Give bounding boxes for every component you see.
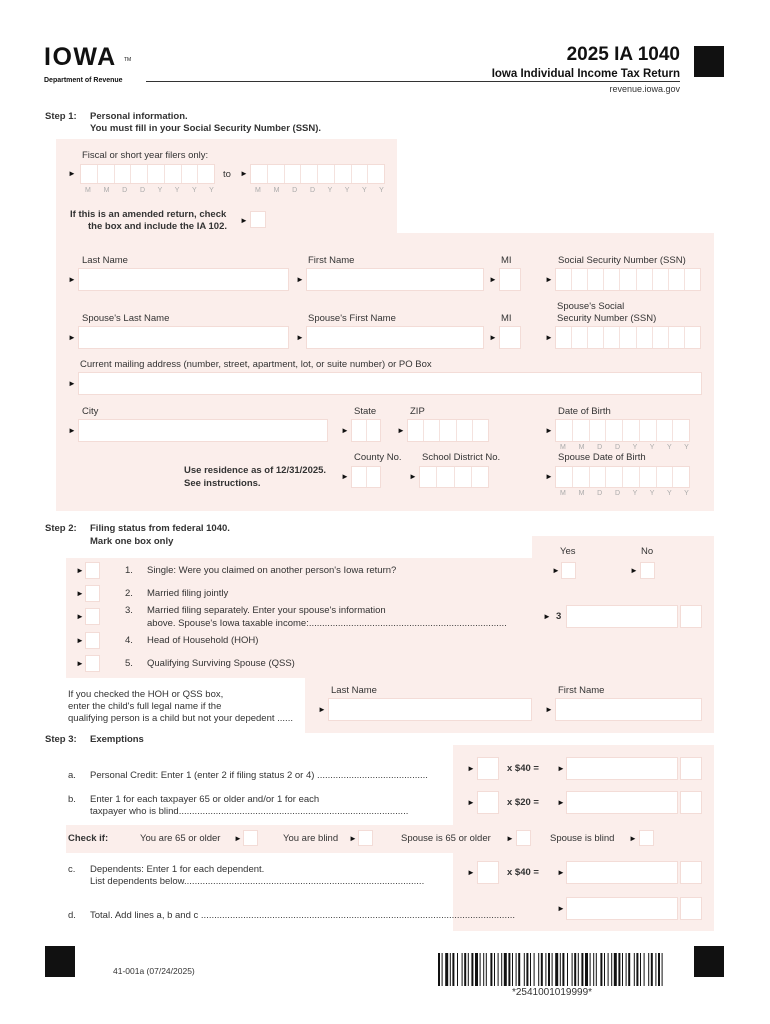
arrow-icon: ►: [545, 705, 553, 714]
arrow-icon: ►: [76, 636, 84, 645]
arrow-icon: ►: [349, 834, 357, 843]
amended-checkbox[interactable]: [250, 211, 266, 228]
school-district-label: School District No.: [422, 452, 501, 463]
personal-credit-amount-field[interactable]: [566, 757, 678, 780]
step2-title: Filing status from federal 1040.: [90, 523, 230, 534]
state-field[interactable]: [351, 419, 381, 442]
spouse-ssn-label: Security Number (SSN): [557, 313, 657, 324]
option-number: 2.: [125, 588, 133, 599]
line-c-text: Dependents: Enter 1 for each dependent.: [90, 864, 265, 875]
arrow-icon: ►: [630, 566, 638, 575]
step1-subtitle: You must fill in your Social Security Number (SSN).: [90, 123, 322, 134]
dob-label: Date of Birth: [558, 406, 611, 417]
fiscal-start-date-field[interactable]: [80, 164, 215, 184]
department-name: Department of Revenue: [44, 77, 123, 84]
arrow-icon: ►: [506, 834, 514, 843]
arrow-icon: ►: [489, 333, 497, 342]
age-blind-cents-field[interactable]: [680, 791, 702, 814]
dependents-count-field[interactable]: [477, 861, 499, 884]
arrow-icon: ►: [76, 589, 84, 598]
amended-text: If this is an amended return, check: [70, 209, 227, 220]
mi-field[interactable]: [499, 268, 521, 291]
ssn-field[interactable]: [555, 268, 701, 291]
spouse-first-name-field[interactable]: [306, 326, 484, 349]
residence-note: See instructions.: [184, 478, 261, 489]
check-if-label: Check if:: [68, 833, 109, 844]
last-name-field[interactable]: [78, 268, 289, 291]
city-label: City: [82, 406, 99, 417]
option-text: Single: Were you claimed on another person's Iowa return?: [147, 565, 397, 576]
mi-label: MI: [501, 255, 512, 266]
you-65-label: You are 65 or older: [140, 833, 221, 844]
yes-label: Yes: [560, 546, 576, 557]
iowa-logo: [44, 44, 154, 74]
step3-title: Exemptions: [90, 734, 144, 745]
header-rule: [146, 81, 680, 82]
arrow-icon: ►: [545, 275, 553, 284]
first-name-field[interactable]: [306, 268, 484, 291]
address-label: Current mailing address (number, street, apartment, lot, or suite number) or PO Box: [80, 359, 432, 370]
spouse-last-name-label: Spouse's Last Name: [82, 313, 170, 324]
status-hoh-checkbox[interactable]: [85, 632, 100, 649]
line-c-text: List dependents below...........................................................................................: [90, 876, 425, 887]
single-claimed-no-checkbox[interactable]: [640, 562, 655, 579]
option-text: Qualifying Surviving Spouse (QSS): [147, 658, 295, 669]
arrow-icon: ►: [318, 705, 326, 714]
arrow-icon: ►: [467, 868, 475, 877]
corner-marker-bottom-right: [694, 946, 724, 977]
school-district-field[interactable]: [419, 466, 489, 488]
date-placeholder: M M D D Y Y Y Y: [560, 490, 695, 497]
spouse-ssn-label: Spouse's Social: [557, 301, 625, 312]
date-placeholder: M M D D Y Y Y Y: [560, 444, 695, 451]
option-number: 5.: [125, 658, 133, 669]
line-d-letter: d.: [68, 910, 76, 921]
line-b-multiplier: x $20 =: [507, 797, 539, 808]
to-label: to: [223, 169, 231, 180]
zip-field[interactable]: [407, 419, 489, 442]
spouse-dob-label: Spouse Date of Birth: [558, 452, 646, 463]
spouse-ssn-field[interactable]: [555, 326, 701, 349]
fiscal-label: Fiscal or short year filers only:: [82, 150, 209, 161]
option-text: Married filing jointly: [147, 588, 229, 599]
arrow-icon: ►: [467, 798, 475, 807]
date-placeholder: M M D D Y Y Y Y: [255, 187, 390, 194]
personal-credit-cents-field[interactable]: [680, 757, 702, 780]
arrow-icon: ►: [397, 426, 405, 435]
ssn-label: Social Security Number (SSN): [558, 255, 686, 266]
arrow-icon: ►: [68, 426, 76, 435]
address-field[interactable]: [78, 372, 702, 395]
state-label: State: [354, 406, 377, 417]
step1-title: Personal information.: [90, 111, 188, 122]
spouse-blind-label: Spouse is blind: [550, 833, 615, 844]
qualifying-last-name-field[interactable]: [328, 698, 532, 721]
form-subtitle: Iowa Individual Income Tax Return: [491, 68, 680, 80]
arrow-icon: ►: [409, 472, 417, 481]
last-name-label: Last Name: [82, 255, 128, 266]
option-text: Married filing separately. Enter your spouse's information: [147, 605, 386, 616]
arrow-icon: ►: [341, 426, 349, 435]
line-a-multiplier: x $40 =: [507, 763, 539, 774]
barcode-text: *2541001019999*: [511, 987, 593, 998]
total-exemptions-cents-field[interactable]: [680, 897, 702, 920]
line3-ref: 3: [556, 611, 562, 622]
line-b-text: taxpayer who is blind.......................................................................................: [90, 806, 409, 817]
option-number: 4.: [125, 635, 133, 646]
age-blind-amount-field[interactable]: [566, 791, 678, 814]
spouse-mi-label: MI: [501, 313, 512, 324]
arrow-icon: ►: [552, 566, 560, 575]
form-number: 41-001a (07/24/2025): [113, 966, 195, 976]
spouse-blind-checkbox[interactable]: [639, 830, 654, 846]
arrow-icon: ►: [240, 216, 248, 225]
status-mfs-checkbox[interactable]: [85, 608, 100, 625]
hoh-note: If you checked the HOH or QSS box,: [68, 689, 224, 700]
arrow-icon: ►: [557, 764, 565, 773]
arrow-icon: ►: [489, 275, 497, 284]
spouse-mi-field[interactable]: [499, 326, 521, 349]
corner-marker-top-right: [694, 46, 724, 77]
arrow-icon: ►: [557, 798, 565, 807]
spouse-last-name-field[interactable]: [78, 326, 289, 349]
arrow-icon: ►: [629, 834, 637, 843]
arrow-icon: ►: [296, 275, 304, 284]
arrow-icon: ►: [296, 333, 304, 342]
personal-credit-count-field[interactable]: [477, 757, 499, 780]
first-name-label: First Name: [308, 255, 355, 266]
step1-number: Step 1:: [45, 111, 77, 122]
option-text: Head of Household (HOH): [147, 635, 259, 646]
spouse-dob-field[interactable]: [555, 466, 690, 488]
option-number: 3.: [125, 605, 133, 616]
hoh-note: enter the child's full legal name if the: [68, 701, 222, 712]
arrow-icon: ►: [240, 169, 248, 178]
line-a-text: Personal Credit: Enter 1 (enter 2 if filing status 2 or 4) ..........................................: [90, 770, 428, 781]
trademark-icon: TM: [124, 57, 132, 63]
total-exemptions-field[interactable]: [566, 897, 678, 920]
dependents-amount-field[interactable]: [566, 861, 678, 884]
arrow-icon: ►: [341, 472, 349, 481]
status-single-checkbox[interactable]: [85, 562, 100, 579]
zip-label: ZIP: [410, 406, 425, 417]
arrow-icon: ►: [545, 472, 553, 481]
single-claimed-yes-checkbox[interactable]: [561, 562, 576, 579]
arrow-icon: ►: [76, 566, 84, 575]
corner-marker-bottom-left: [45, 946, 75, 977]
form-title: 2025 IA 1040: [566, 44, 680, 65]
qualifying-last-name-label: Last Name: [331, 685, 377, 696]
date-placeholder: M M D D Y Y Y Y: [85, 187, 220, 194]
line-a-letter: a.: [68, 770, 76, 781]
arrow-icon: ►: [234, 834, 242, 843]
city-field[interactable]: [78, 419, 328, 442]
spouse-65-label: Spouse is 65 or older: [401, 833, 491, 844]
arrow-icon: ►: [68, 169, 76, 178]
arrow-icon: ►: [68, 275, 76, 284]
spouse-taxable-income-field[interactable]: [566, 605, 678, 628]
amended-text: the box and include the IA 102.: [88, 221, 228, 232]
line-b-text: Enter 1 for each taxpayer 65 or older and/or 1 for each: [90, 794, 320, 805]
website: revenue.iowa.gov: [609, 84, 680, 94]
qualifying-first-name-label: First Name: [558, 685, 605, 696]
option-number: 1.: [125, 565, 133, 576]
logo-text: IOWA: [44, 43, 117, 71]
arrow-icon: ►: [543, 612, 551, 621]
arrow-icon: ►: [76, 612, 84, 621]
arrow-icon: ►: [545, 426, 553, 435]
you-blind-checkbox[interactable]: [358, 830, 373, 846]
arrow-icon: ►: [76, 659, 84, 668]
arrow-icon: ►: [545, 333, 553, 342]
status-qss-checkbox[interactable]: [85, 655, 100, 672]
qualifying-first-name-field[interactable]: [555, 698, 702, 721]
arrow-icon: ►: [557, 868, 565, 877]
no-label: No: [641, 546, 654, 557]
arrow-icon: ►: [467, 764, 475, 773]
line-d-text: Total. Add lines a, b and c .......................................................................................................................: [90, 910, 515, 921]
county-label: County No.: [354, 452, 402, 463]
county-field[interactable]: [351, 466, 381, 488]
option-text: above. Spouse's Iowa taxable income:...........................................................................: [147, 618, 507, 629]
you-blind-label: You are blind: [283, 833, 339, 844]
you-65-checkbox[interactable]: [243, 830, 258, 846]
line-c-letter: c.: [68, 864, 76, 875]
status-mfj-checkbox[interactable]: [85, 585, 100, 602]
dob-field[interactable]: [555, 419, 690, 442]
spouse-taxable-income-cents-field[interactable]: [680, 605, 702, 628]
step2-subtitle: Mark one box only: [90, 536, 174, 547]
line-c-multiplier: x $40 =: [507, 867, 539, 878]
barcode-image: [438, 953, 666, 986]
residence-note: Use residence as of 12/31/2025.: [184, 465, 327, 476]
step3-number: Step 3:: [45, 734, 77, 745]
step2-number: Step 2:: [45, 523, 77, 534]
spouse-65-checkbox[interactable]: [516, 830, 531, 846]
spouse-first-name-label: Spouse's First Name: [308, 313, 396, 324]
arrow-icon: ►: [68, 379, 76, 388]
age-blind-count-field[interactable]: [477, 791, 499, 814]
arrow-icon: ►: [557, 904, 565, 913]
line-b-letter: b.: [68, 794, 76, 805]
arrow-icon: ►: [68, 333, 76, 342]
hoh-note: qualifying person is a child but not your depedent ......: [68, 713, 293, 724]
fiscal-end-date-field[interactable]: [250, 164, 385, 184]
dependents-cents-field[interactable]: [680, 861, 702, 884]
